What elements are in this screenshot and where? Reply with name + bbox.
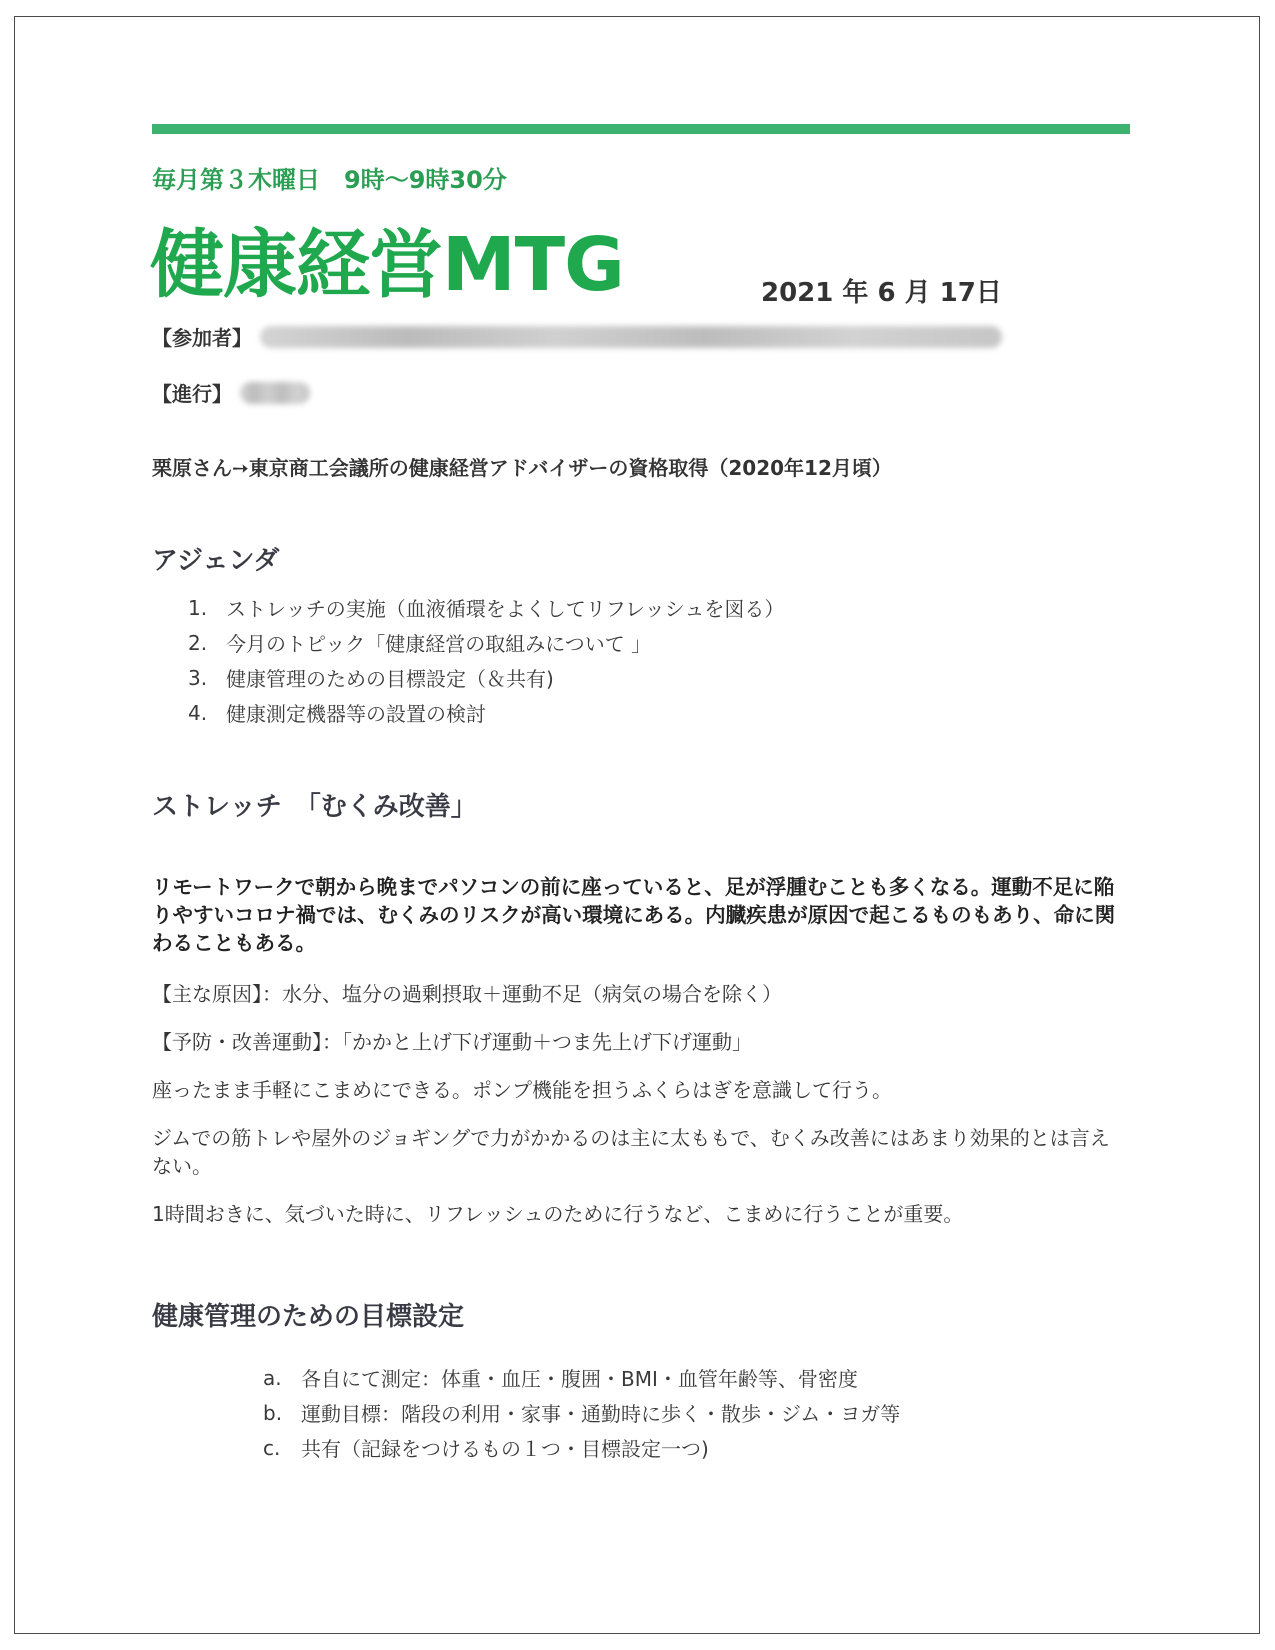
list-item: a. 各自にて測定：体重・血圧・腹囲・BMI・血管年齢等、骨密度 <box>263 1365 858 1391</box>
goals-list <box>263 1360 900 1465</box>
meeting-schedule: 毎月第３木曜日 9時〜9時30分 <box>152 166 507 194</box>
list-item: 1. ストレッチの実施（血液循環をよくしてリフレッシュを図る） <box>188 595 785 621</box>
participants-redacted <box>260 326 1002 348</box>
main-cause-text: 【主な原因】：水分、塩分の過剰摂取＋運動不足（病気の場合を除く） <box>152 982 782 1006</box>
stretch-paragraph-1: 座ったまま手軽にこまめにできる。ポンプ機能を担うふくらはぎを意識して行う。 <box>152 1078 892 1102</box>
participants-row <box>152 322 1002 351</box>
facilitator-row <box>152 378 310 407</box>
list-item: 2. 今月のトピック「健康経営の取組みについて 」 <box>188 630 652 656</box>
facilitator-redacted <box>240 382 310 404</box>
list-item: b. 運動目標：階段の利用・家事・通勤時に歩く・散歩・ジム・ヨガ等 <box>263 1400 901 1426</box>
meeting-date: 2021 年 6 月 17日 <box>761 278 1002 308</box>
list-item: 3. 健康管理のための目標設定（＆共有) <box>188 665 554 691</box>
stretch-paragraph-3: 1時間おきに、気づいた時に、リフレッシュのために行うなど、こまめに行うことが重要。 <box>152 1202 964 1226</box>
agenda-list <box>188 590 784 730</box>
page-title: 健康経営MTG <box>150 222 624 308</box>
goals-heading: 健康管理のための目標設定 <box>152 1302 465 1332</box>
stretch-lead-paragraph: リモートワークで朝から晩までパソコンの前に座っていると、足が浮腫むことも多くなる。運動不足に陥りやすいコロナ禍では、むくみのリスクが高い環境にある。内臓疾患が原因で起こるものもあり、命に関わることもある。 <box>152 875 1116 955</box>
facilitator-label: 【進行】 <box>152 382 232 406</box>
stretch-paragraph-2: ジムでの筋トレや屋外のジョギングで力がかかるのは主に太ももで、むくみ改善にはあまり効果的とは言えない。 <box>152 1126 1110 1178</box>
agenda-heading: アジェンダ <box>152 546 280 576</box>
certification-note: 栗原さん➙東京商工会議所の健康経営アドバイザーの資格取得（2020年12月頃） <box>152 456 892 480</box>
prevention-text: 【予防・改善運動】：「かかと上げ下げ運動＋つま先上げ下げ運動」 <box>152 1030 752 1054</box>
list-item: c. 共有（記録をつけるもの１つ・目標設定一つ) <box>263 1435 709 1461</box>
stretch-heading: ストレッチ 「むくみ改善」 <box>152 792 477 822</box>
list-item: 4. 健康測定機器等の設置の検討 <box>188 700 486 726</box>
participants-label: 【参加者】 <box>152 326 252 350</box>
header-accent-bar <box>152 124 1130 134</box>
